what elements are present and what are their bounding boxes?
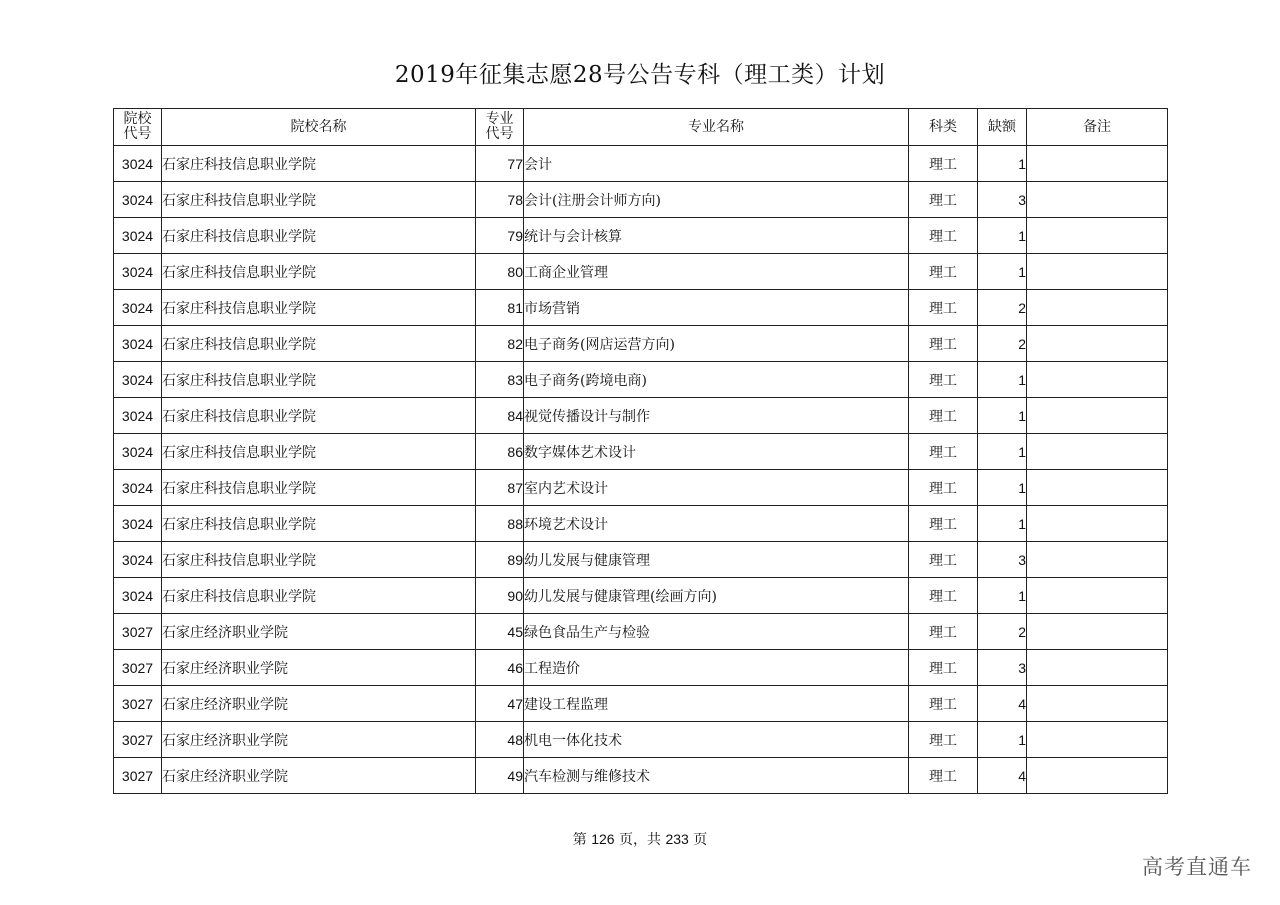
cell-category: 理工 [909, 722, 978, 758]
table-row [114, 506, 1168, 542]
cell-school-code: 3024 [114, 326, 162, 362]
cell-school-name: 石家庄科技信息职业学院 [162, 470, 476, 506]
cell-category: 理工 [909, 542, 978, 578]
cell-major-code: 80 [476, 254, 524, 290]
cell-major-name: 视觉传播设计与制作 [524, 398, 909, 434]
cell-major-code: 84 [476, 398, 524, 434]
table-row [114, 254, 1168, 290]
header-vacancy: 缺额 [978, 109, 1027, 146]
cell-category: 理工 [909, 290, 978, 326]
cell-major-code: 46 [476, 650, 524, 686]
cell-major-name: 统计与会计核算 [524, 218, 909, 254]
cell-vacancy: 1 [978, 506, 1027, 542]
cell-school-name: 石家庄经济职业学院 [162, 614, 476, 650]
cell-category: 理工 [909, 506, 978, 542]
table-header-row [114, 109, 1168, 146]
cell-note [1027, 326, 1168, 362]
cell-school-code: 3027 [114, 614, 162, 650]
cell-major-name: 汽车检测与维修技术 [524, 758, 909, 794]
cell-note [1027, 470, 1168, 506]
table-row [114, 542, 1168, 578]
cell-vacancy: 4 [978, 758, 1027, 794]
cell-vacancy: 2 [978, 614, 1027, 650]
cell-vacancy: 1 [978, 398, 1027, 434]
table-row [114, 470, 1168, 506]
header-school-code: 院校 代号 [114, 109, 162, 146]
cell-school-name: 石家庄经济职业学院 [162, 650, 476, 686]
table-row [114, 578, 1168, 614]
cell-major-name: 绿色食品生产与检验 [524, 614, 909, 650]
cell-note [1027, 650, 1168, 686]
cell-school-code: 3024 [114, 398, 162, 434]
cell-vacancy: 1 [978, 578, 1027, 614]
cell-note [1027, 578, 1168, 614]
cell-vacancy: 3 [978, 182, 1027, 218]
cell-note [1027, 218, 1168, 254]
cell-major-name: 电子商务(跨境电商) [524, 362, 909, 398]
cell-school-code: 3027 [114, 758, 162, 794]
cell-category: 理工 [909, 434, 978, 470]
cell-major-name: 会计 [524, 146, 909, 182]
cell-note [1027, 362, 1168, 398]
footer-total-pages: 233 [665, 831, 689, 847]
cell-category: 理工 [909, 218, 978, 254]
cell-note [1027, 398, 1168, 434]
cell-major-code: 47 [476, 686, 524, 722]
cell-school-name: 石家庄经济职业学院 [162, 722, 476, 758]
cell-school-code: 3024 [114, 434, 162, 470]
cell-school-name: 石家庄科技信息职业学院 [162, 218, 476, 254]
cell-note [1027, 254, 1168, 290]
cell-category: 理工 [909, 146, 978, 182]
cell-school-code: 3027 [114, 686, 162, 722]
cell-school-code: 3024 [114, 290, 162, 326]
cell-major-name: 机电一体化技术 [524, 722, 909, 758]
cell-note [1027, 434, 1168, 470]
cell-major-code: 77 [476, 146, 524, 182]
cell-school-name: 石家庄科技信息职业学院 [162, 254, 476, 290]
cell-school-name: 石家庄科技信息职业学院 [162, 398, 476, 434]
watermark-logo-text: 高考直通车 [1142, 855, 1252, 879]
cell-vacancy: 1 [978, 254, 1027, 290]
cell-school-code: 3024 [114, 218, 162, 254]
cell-vacancy: 2 [978, 290, 1027, 326]
cell-major-code: 49 [476, 758, 524, 794]
footer-prefix: 第 [572, 832, 587, 848]
cell-major-code: 86 [476, 434, 524, 470]
table-row [114, 146, 1168, 182]
cell-major-name: 工商企业管理 [524, 254, 909, 290]
cell-vacancy: 1 [978, 146, 1027, 182]
cell-school-code: 3024 [114, 182, 162, 218]
cell-category: 理工 [909, 254, 978, 290]
cell-school-code: 3024 [114, 578, 162, 614]
cell-category: 理工 [909, 650, 978, 686]
table-row [114, 290, 1168, 326]
cell-school-name: 石家庄科技信息职业学院 [162, 434, 476, 470]
cell-category: 理工 [909, 398, 978, 434]
table-row [114, 362, 1168, 398]
table-row [114, 218, 1168, 254]
cell-major-code: 79 [476, 218, 524, 254]
header-category: 科类 [909, 109, 978, 146]
cell-major-code: 82 [476, 326, 524, 362]
cell-vacancy: 1 [978, 362, 1027, 398]
cell-school-name: 石家庄科技信息职业学院 [162, 542, 476, 578]
cell-major-code: 87 [476, 470, 524, 506]
cell-major-code: 45 [476, 614, 524, 650]
cell-category: 理工 [909, 614, 978, 650]
table-row [114, 398, 1168, 434]
cell-category: 理工 [909, 578, 978, 614]
cell-school-code: 3024 [114, 362, 162, 398]
cell-school-name: 石家庄科技信息职业学院 [162, 290, 476, 326]
cell-major-code: 81 [476, 290, 524, 326]
cell-category: 理工 [909, 686, 978, 722]
cell-major-code: 48 [476, 722, 524, 758]
cell-major-code: 88 [476, 506, 524, 542]
cell-category: 理工 [909, 362, 978, 398]
table-row [114, 434, 1168, 470]
table-row [114, 686, 1168, 722]
table-row [114, 182, 1168, 218]
table-row [114, 722, 1168, 758]
table-row [114, 614, 1168, 650]
footer-suffix: 页 [693, 832, 708, 848]
cell-school-code: 3027 [114, 650, 162, 686]
cell-school-name: 石家庄科技信息职业学院 [162, 326, 476, 362]
header-school-name: 院校名称 [162, 109, 476, 146]
cell-school-name: 石家庄经济职业学院 [162, 686, 476, 722]
cell-vacancy: 1 [978, 722, 1027, 758]
cell-vacancy: 1 [978, 218, 1027, 254]
cell-note [1027, 146, 1168, 182]
cell-note [1027, 542, 1168, 578]
cell-note [1027, 758, 1168, 794]
cell-vacancy: 2 [978, 326, 1027, 362]
cell-category: 理工 [909, 758, 978, 794]
table-row [114, 758, 1168, 794]
cell-school-code: 3027 [114, 722, 162, 758]
cell-school-code: 3024 [114, 506, 162, 542]
cell-major-code: 83 [476, 362, 524, 398]
cell-major-code: 78 [476, 182, 524, 218]
footer-middle: 页，共 [619, 832, 661, 848]
cell-vacancy: 1 [978, 470, 1027, 506]
cell-school-name: 石家庄科技信息职业学院 [162, 182, 476, 218]
page-footer [0, 829, 1280, 849]
cell-major-name: 数字媒体艺术设计 [524, 434, 909, 470]
cell-note [1027, 506, 1168, 542]
header-major-name: 专业名称 [524, 109, 909, 146]
header-major-code: 专业 代号 [476, 109, 524, 146]
cell-note [1027, 614, 1168, 650]
cell-major-code: 89 [476, 542, 524, 578]
cell-vacancy: 3 [978, 542, 1027, 578]
cell-vacancy: 1 [978, 434, 1027, 470]
cell-vacancy: 4 [978, 686, 1027, 722]
cell-major-name: 幼儿发展与健康管理(绘画方向) [524, 578, 909, 614]
cell-school-code: 3024 [114, 146, 162, 182]
cell-major-name: 市场营销 [524, 290, 909, 326]
page-title: 2019年征集志愿28号公告专科（理工类）计划 [394, 62, 886, 88]
cell-vacancy: 3 [978, 650, 1027, 686]
footer-page-number: 126 [591, 831, 615, 847]
cell-major-name: 幼儿发展与健康管理 [524, 542, 909, 578]
cell-major-name: 室内艺术设计 [524, 470, 909, 506]
cell-major-name: 会计(注册会计师方向) [524, 182, 909, 218]
table-body [114, 146, 1168, 794]
cell-major-name: 工程造价 [524, 650, 909, 686]
plan-table [113, 108, 1168, 794]
cell-school-code: 3024 [114, 542, 162, 578]
cell-major-name: 环境艺术设计 [524, 506, 909, 542]
cell-school-name: 石家庄科技信息职业学院 [162, 578, 476, 614]
cell-school-name: 石家庄科技信息职业学院 [162, 506, 476, 542]
cell-school-name: 石家庄科技信息职业学院 [162, 146, 476, 182]
cell-major-code: 90 [476, 578, 524, 614]
cell-school-code: 3024 [114, 470, 162, 506]
cell-school-name: 石家庄经济职业学院 [162, 758, 476, 794]
cell-school-name: 石家庄科技信息职业学院 [162, 362, 476, 398]
cell-category: 理工 [909, 470, 978, 506]
cell-school-code: 3024 [114, 254, 162, 290]
table-row [114, 326, 1168, 362]
cell-note [1027, 722, 1168, 758]
cell-major-name: 电子商务(网店运营方向) [524, 326, 909, 362]
cell-category: 理工 [909, 326, 978, 362]
cell-note [1027, 290, 1168, 326]
cell-note [1027, 182, 1168, 218]
cell-note [1027, 686, 1168, 722]
cell-category: 理工 [909, 182, 978, 218]
table-row [114, 650, 1168, 686]
cell-major-name: 建设工程监理 [524, 686, 909, 722]
header-note: 备注 [1027, 109, 1168, 146]
